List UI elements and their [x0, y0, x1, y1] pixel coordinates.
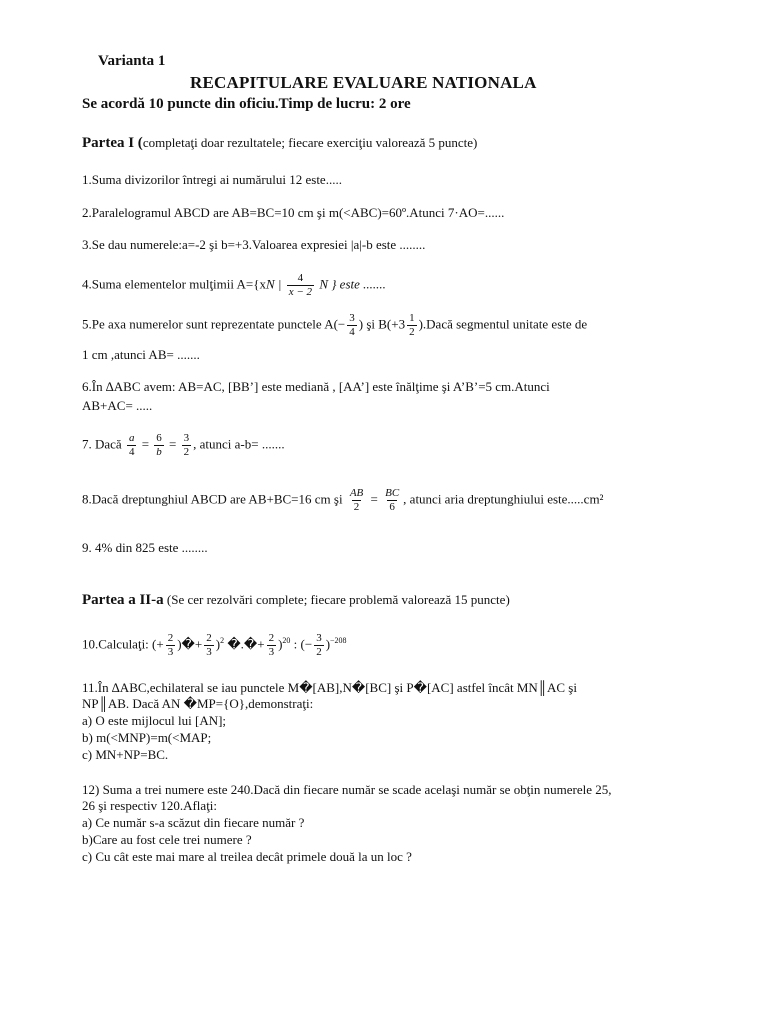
q7-f1-num: a	[128, 432, 135, 444]
question-11-a: a) O este mijlocul lui [AN];	[82, 713, 227, 728]
question-12-a: a) Ce număr s-a scăzut din fiecare număr ?	[82, 815, 305, 830]
part2-note: (Se cer rezolvări complete; fiecare problemă valorează 15 puncte)	[163, 592, 510, 607]
question-9: 9. 4% din 825 este ........	[82, 540, 208, 555]
q8-prefix: 8.Dacă dreptunghiul ABCD are AB+BC=16 cm şi	[82, 491, 343, 507]
q7-f3-num: 3	[183, 432, 190, 444]
q10-exp-4: −208	[330, 636, 347, 646]
question-1: 1.Suma divizorilor întregi ai numărului 12 este.....	[82, 172, 342, 187]
q8-fraction-2	[383, 487, 401, 514]
q4-after: N } este .......	[319, 276, 386, 292]
q7-f2-num: 6	[156, 432, 162, 444]
question-2: 2.Paralelogramul ABCD are AB=BC=10 cm şi m(<ABC)=60º.Atunci 7·AO=......	[82, 205, 505, 220]
part2-heading	[82, 592, 510, 608]
q8-f2-num: BC	[385, 487, 400, 499]
question-12-b: b)Care au fost cele trei numere ?	[82, 832, 252, 847]
q10-op-2: �.�+	[224, 636, 265, 652]
q7-eq-1: =	[141, 436, 150, 452]
question-10	[82, 632, 347, 659]
document-subtitle: Se acordă 10 puncte din oficiu.Timp de lucru: 2 ore	[82, 96, 411, 112]
question-11-b: b) m(<MNP)=m(<MAP;	[82, 730, 212, 745]
variant-label: Varianta 1	[98, 53, 166, 69]
q8-fraction-1	[348, 487, 365, 514]
q4-frac-num: 4	[297, 272, 304, 284]
q10-paren-4: )	[325, 636, 331, 652]
q10-f4-num: 3	[316, 632, 322, 644]
q10-f2-den: 3	[206, 646, 212, 658]
q7-eq-2: =	[169, 436, 177, 452]
q10-paren-2: )	[215, 636, 221, 652]
q10-f1-num: 2	[167, 632, 174, 644]
q4-frac-den: x − 2	[288, 286, 313, 298]
q7-fraction-3	[182, 432, 192, 459]
question-8	[82, 487, 603, 514]
question-12-c: c) Cu cât este mai mare al treilea decât primele două la un loc ?	[82, 849, 412, 864]
question-11-c: c) MN+NP=BC.	[82, 747, 169, 762]
q10-f2-num: 2	[206, 632, 212, 644]
question-6-line-2: AB+AC= .....	[82, 398, 153, 413]
question-7	[82, 432, 285, 459]
q7-f2-den: b	[156, 446, 162, 458]
q10-fraction-2	[204, 632, 214, 659]
q5-f1-num: 3	[349, 312, 355, 324]
part1-title: Partea I (	[82, 135, 143, 151]
q7-fraction-1	[127, 432, 137, 459]
q8-f2-den: 6	[389, 501, 395, 513]
q5-fraction-1	[347, 312, 357, 339]
question-6-line-1: 6.În ∆ABC avem: AB=AC, [BB’] este mediană , [AA’] este înălţime şi A’B’=5 cm.Atunci	[82, 379, 550, 394]
q10-fraction-1	[166, 632, 176, 659]
part1-note: completaţi doar rezultatele; fiecare exerciţiu valorează 5 puncte)	[142, 135, 478, 150]
q10-prefix: 10.Calculaţi: (+	[82, 636, 164, 652]
q7-prefix: 7. Dacă	[82, 436, 122, 452]
q4-fraction	[287, 272, 314, 299]
q5-f2-num: 1	[409, 312, 415, 324]
part1-heading	[82, 135, 477, 151]
question-12-line-2: 26 şi respectiv 120.Aflaţi:	[82, 798, 218, 813]
part2-title: Partea a II-a	[82, 592, 164, 608]
q10-op-3: : (−	[290, 636, 313, 652]
q10-exp-3: 20	[282, 636, 291, 646]
q5-fraction-2	[407, 312, 417, 339]
q10-fraction-3	[267, 632, 277, 659]
question-12-line-1: 12) Suma a trei numere este 240.Dacă din fiecare număr se scade acelaşi număr se obţin numerele 25,	[82, 782, 612, 797]
q10-fraction-4	[314, 632, 324, 659]
q7-f3-den: 2	[183, 446, 190, 458]
q5-mid: ) şi B(+3	[358, 316, 406, 332]
q7-f1-den: 4	[128, 446, 135, 458]
q10-paren-1: )	[177, 636, 182, 652]
question-11-line-1: 11.În ∆ABC,echilateral se iau punctele M�[AB],N�[BC] şi P�[AC] astfel încât MN║AC şi	[82, 680, 577, 695]
q5-f2-den: 2	[409, 326, 415, 338]
q7-after: , atunci a-b= .......	[193, 436, 285, 452]
q10-op-1: �+	[181, 636, 203, 652]
q10-f3-den: 3	[268, 646, 275, 658]
question-5-line-2: 1 cm ,atunci AB= .......	[82, 347, 200, 362]
question-11-line-2: NP║AB. Dacă AN �MP={O},demonstraţi:	[82, 696, 314, 711]
question-4	[82, 272, 386, 299]
q10-exp-2: 2	[220, 636, 225, 646]
q10-f1-den: 3	[167, 646, 174, 658]
q5-prefix: 5.Pe axa numerelor sunt reprezentate punctele A(−	[82, 316, 346, 332]
q10-f3-num: 2	[268, 632, 275, 644]
q4-prefix: 4.Suma elementelor mulţimii A={x	[82, 276, 266, 292]
q8-f1-num: AB	[349, 487, 364, 499]
q4-set: N |	[266, 276, 282, 292]
q8-f1-den: 2	[353, 501, 360, 513]
q7-fraction-2	[154, 432, 164, 459]
q5-f1-den: 4	[349, 326, 355, 338]
q5-after: ).Dacă segmentul unitate este de	[418, 316, 588, 332]
q8-after: , atunci aria dreptunghiului este.....cm²	[403, 491, 604, 507]
question-3: 3.Se dau numerele:a=-2 şi b=+3.Valoarea expresiei |a|-b este ........	[82, 237, 426, 252]
document-title: RECAPITULARE EVALUARE NATIONALA	[190, 73, 537, 92]
q10-paren-3: )	[278, 636, 283, 652]
q10-f4-den: 2	[316, 646, 322, 658]
q8-eq: =	[370, 491, 378, 507]
question-5	[82, 312, 587, 339]
